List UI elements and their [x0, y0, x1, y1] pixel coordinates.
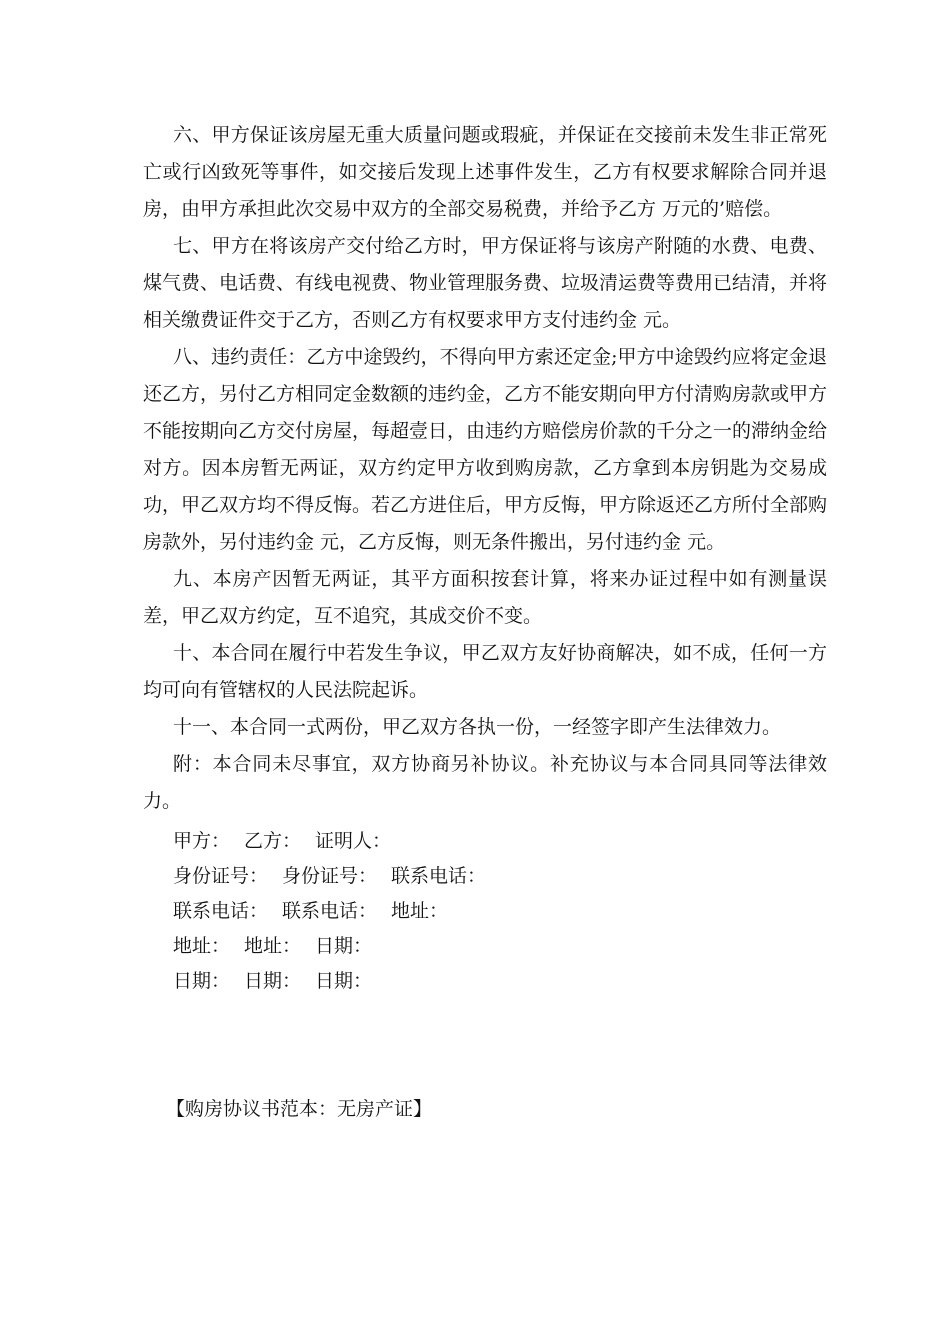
party-a-label: 甲方：: [173, 830, 231, 852]
signature-row: [143, 824, 827, 859]
party-a-address-label: 地址：: [173, 935, 231, 957]
party-b-id-label: 身份证号：: [282, 865, 378, 887]
clause-10-disputes: 十、本合同在履行中若发生争议，甲乙双方友好协商解决，如不成，任何一方均可向有管辖权的人民法院起诉。: [143, 642, 827, 701]
party-a-id-label: 身份证号：: [173, 865, 269, 887]
witness-phone-label: 联系电话：: [391, 865, 487, 887]
extra-date-label: 日期：: [315, 970, 373, 992]
party-a-date-label: 日期：: [173, 970, 231, 992]
clause-11-copies: 十一、本合同一式两份，甲乙双方各执一份，一经签字即产生法律效力。: [173, 716, 782, 738]
witness-label: 证明人：: [315, 830, 392, 852]
clause-9: 九、本房产因暂无两证，其平方面积按套计算，将来办证过程中如有测量误差，甲乙双方约定，互不追究，其成交价不变。: [143, 568, 827, 627]
party-b-address-label: 地址：: [244, 935, 302, 957]
signature-block: [143, 824, 827, 999]
clause-7: 七、甲方在将该房产交付给乙方时，甲方保证将与该房产附随的水费、电费、煤气费、电话费、有线电视费、物业管理服务费、垃圾清运费等费用已结清，并将相关缴费证件交于乙方，否则乙方有权要求甲方支付违约金 元。: [143, 235, 828, 331]
contract-body: [143, 117, 827, 999]
signature-row: [143, 859, 827, 894]
witness-address-label: 地址：: [391, 900, 449, 922]
signature-row: [143, 964, 827, 999]
clause-8-breach-liability: 八、违约责任：乙方中途毁约，不得向甲方索还定金;甲方中途毁约应将定金退还乙方，另付乙方相同定金数额的违约金，乙方不能安期向甲方付清购房款或甲方不能按期向乙方交付房屋，每超壹日，由违约方赔偿房价款的千分之一的滞纳金给对方。因本房暂无两证，双方约定甲方收到购房款，乙方拿到本房钥匙为交易成功，甲乙双方均不得反悔。若乙方进住后，甲方反悔，甲方除返还乙方所付全部购房款外，另付违约金 元，乙方反悔，则无条件搬出，另付违约金 元。: [143, 346, 828, 553]
clause-6: 六、甲方保证该房屋无重大质量问题或瑕疵，并保证在交接前未发生非正常死亡或行凶致死等事件，如交接后发现上述事件发生，乙方有权要求解除合同并退房，由甲方承担此次交易中双方的全部交易税费，并给予乙方 万元的’赔偿。: [143, 124, 827, 220]
signature-row: [143, 929, 827, 964]
party-b-date-label: 日期：: [244, 970, 302, 992]
appendix-note: 附：本合同未尽事宜，双方协商另补协议。补充协议与本合同具同等法律效力。: [143, 753, 827, 812]
party-a-phone-label: 联系电话：: [173, 900, 269, 922]
party-b-phone-label: 联系电话：: [282, 900, 378, 922]
signature-row: [143, 894, 827, 929]
witness-date-label: 日期：: [315, 935, 373, 957]
section-title: 【购房协议书范本：无房产证】: [166, 1098, 433, 1120]
party-b-label: 乙方：: [244, 830, 302, 852]
